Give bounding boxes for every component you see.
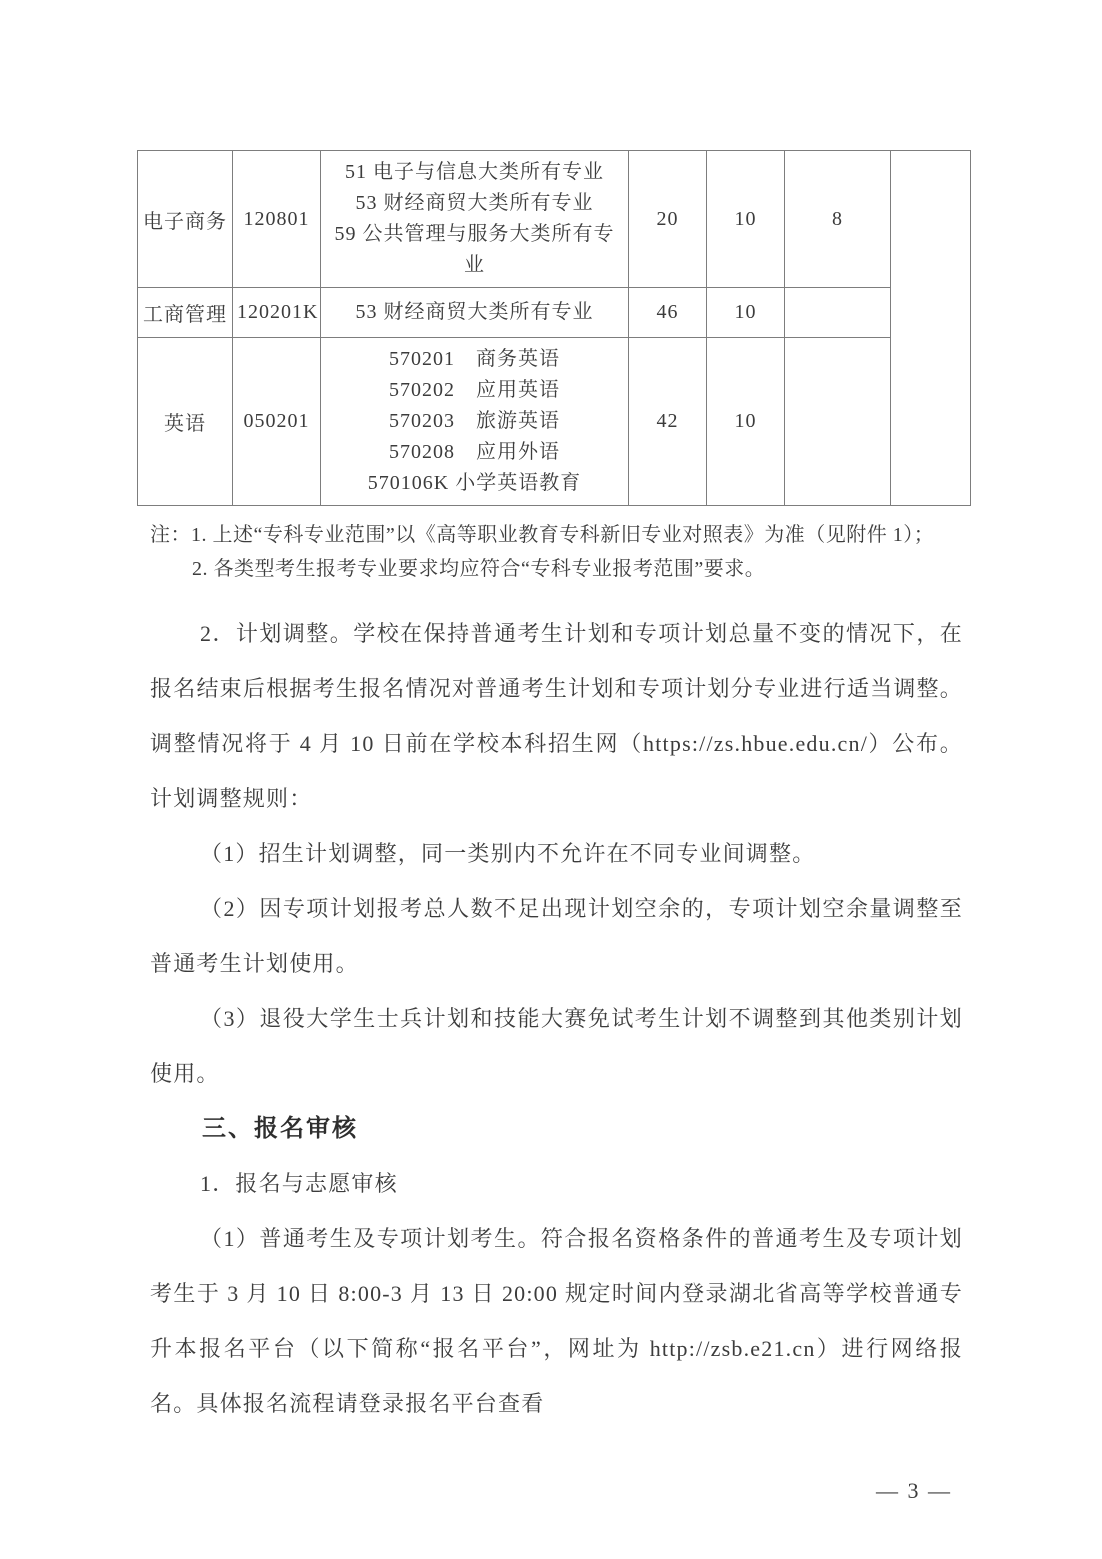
para-plan-adjustment: 2．计划调整。学校在保持普通考生计划和专项计划总量不变的情况下，在报名结束后根据考生报名情况对普通考生计划和专项计划分专业进行适当调整。调整情况将于 4 月 10 日前在学校本科招生网（https://zs.hbue.edu.cn/）公布。计划调整规则： — [150, 621, 963, 811]
cell-specialty-scope — [321, 338, 629, 506]
para-rule-3: （3）退役大学生士兵计划和技能大赛免试考生计划不调整到其他类别计划使用。 — [150, 1006, 963, 1086]
cell-major-code: 050201 — [233, 338, 321, 506]
cell-specialty-scope — [321, 151, 629, 288]
cell-special-plan: 10 — [707, 338, 785, 506]
cell-major-code: 120201K — [233, 288, 321, 338]
cell-plan-total: 42 — [629, 338, 707, 506]
cell-plan-total: 20 — [629, 151, 707, 288]
page-number: — 3 — — [876, 1478, 952, 1503]
scope-line: 570106K 小学英语教育 — [367, 472, 582, 494]
scope-line: 570203 旅游英语 — [389, 410, 560, 432]
cell-major-name: 电子商务 — [138, 151, 233, 288]
cell-special-plan: 10 — [707, 288, 785, 338]
note-2: 2. 各类型考生报考专业要求均应符合“专科专业报考范围”要求。 — [192, 558, 766, 580]
cell-major-code: 120801 — [233, 151, 321, 288]
para-rule-1: （1）招生计划调整，同一类别内不允许在不同专业间调整。 — [200, 841, 816, 866]
cell-special-plan: 10 — [707, 151, 785, 288]
sub-heading-registration-volunteer-review: 1．报名与志愿审核 — [200, 1171, 398, 1196]
scope-line: 53 财经商贸大类所有专业 — [355, 301, 594, 323]
scope-line: 570201 商务英语 — [389, 348, 560, 370]
cell-extra-plan — [785, 338, 891, 506]
table-notes — [150, 518, 963, 586]
scope-line: 53 财经商贸大类所有专业 — [355, 192, 594, 214]
cell-plan-total: 46 — [629, 288, 707, 338]
cell-specialty-scope — [321, 288, 629, 338]
cell-extra-plan — [785, 288, 891, 338]
table-row-business-admin — [138, 288, 971, 338]
document-body — [150, 606, 963, 1431]
table-row-ecommerce — [138, 151, 971, 288]
cell-major-name: 英语 — [138, 338, 233, 506]
enrollment-plan-table — [137, 150, 971, 506]
para-registration-procedure: （1）普通考生及专项计划考生。符合报名资格条件的普通考生及专项计划考生于 3 月 10 日 8:00-3 月 13 日 20:00 规定时间内登录湖北省高等学校普通专升本报名平台（以下简称“报名平台”，网址为 http://zsb.e21.cn）进行网络报名。具体报名流程请登录报名平台查看 — [150, 1226, 963, 1416]
scope-line: 570208 应用外语 — [389, 441, 560, 463]
scope-line: 51 电子与信息大类所有专业 — [345, 161, 604, 183]
note-1: 注：1. 上述“专科专业范围”以《高等职业教育专科新旧专业对照表》为准（见附件 1）； — [150, 524, 935, 546]
section-heading-registration-review: 三、报名审核 — [202, 1115, 358, 1142]
para-rule-2: （2）因专项计划报考总人数不足出现计划空余的，专项计划空余量调整至普通考生计划使用。 — [150, 896, 963, 976]
cell-merged-right — [891, 151, 971, 506]
table-row-english — [138, 338, 971, 506]
cell-extra-plan: 8 — [785, 151, 891, 288]
scope-line: 570202 应用英语 — [389, 379, 560, 401]
scope-line: 59 公共管理与服务大类所有专业 — [334, 223, 615, 276]
cell-major-name: 工商管理 — [138, 288, 233, 338]
